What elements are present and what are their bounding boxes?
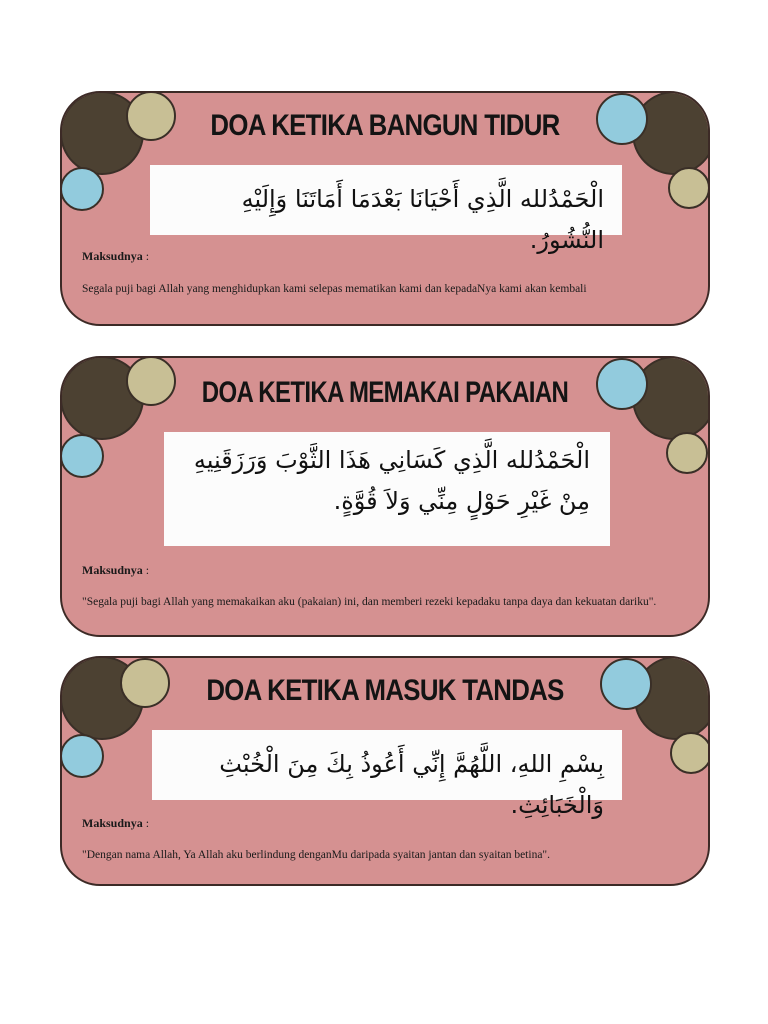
meaning-label: Maksudnya :	[82, 563, 150, 577]
meaning-label: Maksudnya :	[82, 816, 150, 830]
arabic-text: الْحَمْدُلله الَّذِي كَسَانِي هَذَا الثَّوْبَ وَرَزَقَنِيهِ مِنْ غَيْرِ حَوْلٍ مِنِّي وَلاَ قُوَّةٍ.	[164, 432, 610, 546]
decor-circle-tan	[668, 167, 710, 209]
doa-card-masuk-tandas	[60, 656, 710, 886]
meaning-label: Maksudnya :	[82, 249, 150, 263]
meaning-text: "Segala puji bagi Allah yang memakaikan aku (pakaian) ini, dan memberi rezeki kepadaku tanpa daya dan kekuatan dariku".	[82, 596, 657, 608]
doa-title: DOA KETIKA BANGUN TIDUR	[210, 109, 560, 142]
arabic-text: الْحَمْدُلله الَّذِي أَحْيَانَا بَعْدَمَا أَمَاتَنَا وَإِلَيْهِ النُّشُورُ.	[150, 165, 622, 235]
doa-title: DOA KETIKA MASUK TANDAS	[206, 674, 564, 707]
doa-card-memakai-pakaian	[60, 356, 710, 637]
decor-circle-tan	[666, 432, 708, 474]
arabic-text: بِسْمِ اللهِ، اللَّهُمَّ إِنِّي أَعُوذُ بِكَ مِنَ الْخُبْثِ وَالْخَبَائِثِ.	[152, 730, 622, 800]
doa-card-bangun-tidur	[60, 91, 710, 326]
meaning-text: "Dengan nama Allah, Ya Allah aku berlindung denganMu daripada syaitan jantan dan syaitan betina".	[82, 849, 550, 861]
doa-title: DOA KETIKA MEMAKAI PAKAIAN	[201, 376, 569, 409]
decor-circle-blue	[60, 434, 104, 478]
meaning-text: Segala puji bagi Allah yang menghidupkan kami selepas mematikan kami dan kepadaNya kami akan kembali	[82, 283, 587, 295]
decor-circle-tan	[670, 732, 710, 774]
decor-circle-blue	[60, 734, 104, 778]
decor-circle-blue	[60, 167, 104, 211]
